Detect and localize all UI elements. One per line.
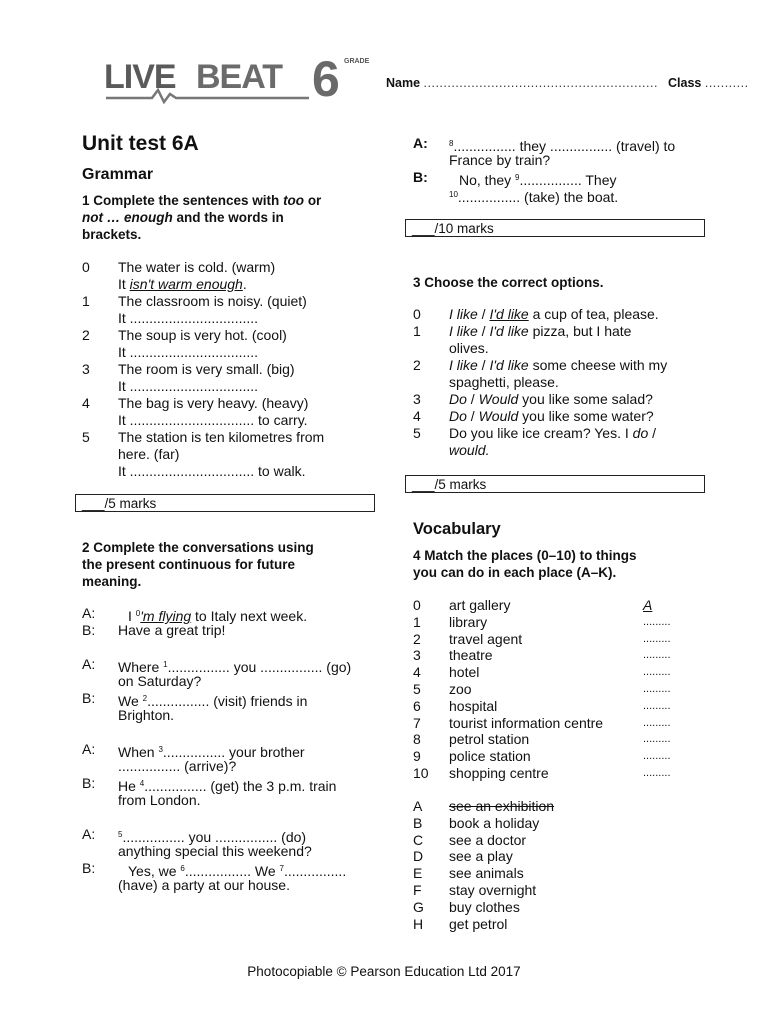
name-field[interactable] xyxy=(386,76,658,90)
activity-letter: E xyxy=(413,865,423,882)
place-row xyxy=(413,597,678,614)
answer-blank[interactable]: It ................................. xyxy=(118,378,259,394)
example-answer: It isn't warm enough. xyxy=(118,276,247,292)
activity-row xyxy=(413,798,678,815)
livebeat-logo xyxy=(104,52,374,108)
place-name: library xyxy=(449,613,488,630)
activity-letter: A xyxy=(413,798,423,814)
list-item: 0 The water is cold. (warm) It isn't warm enough. xyxy=(82,259,276,292)
ex4-instruction: 4 Match the places (0–10) to things you can do in each place (A–K). xyxy=(413,548,637,580)
ex4-places-list xyxy=(413,597,678,787)
place-number: 2 xyxy=(413,630,421,647)
place-number: 10 xyxy=(413,765,429,781)
place-answer[interactable]: ......... xyxy=(643,683,671,695)
activity-row xyxy=(413,865,678,882)
place-name: police station xyxy=(449,748,531,765)
activity-letter: F xyxy=(413,882,422,898)
answer-blank[interactable]: It ................................. xyxy=(118,310,259,326)
ex1-items xyxy=(82,259,372,480)
place-answer: A xyxy=(643,597,653,613)
activity-text: buy clothes xyxy=(449,898,520,915)
dialogue-line[interactable]: He $^4$................ (get) the 3 p.m. train xyxy=(118,778,337,794)
place-number: 7 xyxy=(413,714,421,731)
activity-letter: D xyxy=(413,848,424,865)
ex3-marks-box[interactable]: ___/5 marks xyxy=(405,475,705,493)
page-title: Unit test 6A xyxy=(82,132,199,155)
activity-text: see a doctor xyxy=(449,831,527,848)
ex1-marks-box[interactable]: ___/5 marks xyxy=(75,494,375,512)
logo-grade: GRADE xyxy=(344,58,370,65)
activity-row xyxy=(413,832,678,849)
ex3-items: 0 I like / I'd like a cup of tea, please. 1 I like / I'd like pizza, but I hate olives. 2 I like / I'd like some cheese with my spaghetti, please. 3 Do / Would you like some salad? 4 Do / Would you like some water? 5 Do you like ice cream? Yes. I do / would. xyxy=(413,306,668,458)
dialogue-line: I $^0$'m flying to Italy next week. xyxy=(128,608,308,624)
place-name: travel agent xyxy=(449,630,523,647)
activity-text: stay overnight xyxy=(449,882,537,898)
activity-text: get petrol xyxy=(449,915,508,932)
ex4-things-list xyxy=(413,798,678,938)
place-row xyxy=(413,647,678,664)
activity-letter: B xyxy=(413,814,423,831)
place-number: 9 xyxy=(413,748,421,765)
place-row xyxy=(413,765,678,782)
footer-copyright: Photocopiable © Pearson Education Ltd 2017 xyxy=(247,964,521,979)
place-name: tourist information centre xyxy=(449,714,604,731)
place-answer[interactable]: ......... xyxy=(643,632,671,645)
ex3-instruction: 3 Choose the correct options. xyxy=(413,275,604,290)
place-row xyxy=(413,631,678,648)
class-field[interactable] xyxy=(668,76,749,90)
place-name: hotel xyxy=(449,664,480,681)
ex2-dialogue-continued: A: $^8$................ they ................ (travel) to France by train? B: No, they $^9$................ They $^{10}$................ (take) the boat. xyxy=(413,135,676,205)
place-name: shopping centre xyxy=(449,765,549,781)
dialogue-line[interactable]: $^8$................ they ................ (travel) to xyxy=(449,138,676,154)
place-number: 4 xyxy=(413,664,421,681)
place-answer[interactable]: ......... xyxy=(643,649,671,662)
ex2-instruction: 2 Complete the conversations using the present continuous for future meaning. xyxy=(82,540,314,589)
vocabulary-heading: Vocabulary xyxy=(413,520,501,538)
place-answer[interactable]: ......... xyxy=(643,750,671,763)
activity-row xyxy=(413,815,678,832)
answer-blank[interactable]: It ................................ to carry. xyxy=(118,412,308,428)
place-row xyxy=(413,664,678,681)
activity-row xyxy=(413,848,678,865)
answer-blank[interactable]: It ................................. xyxy=(118,344,259,360)
ex1-instruction: 1 Complete the sentences with too or not … enough and the words in brackets. xyxy=(82,193,322,242)
place-number: 8 xyxy=(413,731,421,748)
place-row xyxy=(413,698,678,715)
place-answer[interactable]: ......... xyxy=(643,666,671,679)
activity-text: see a play xyxy=(449,848,513,865)
grammar-heading: Grammar xyxy=(82,166,154,183)
place-row xyxy=(413,681,678,698)
logo-beat: BEAT xyxy=(196,58,283,96)
place-name: hospital xyxy=(449,697,498,714)
list-item: 1 The classroom is noisy. (quiet) It ................................. xyxy=(82,293,307,326)
place-number: 3 xyxy=(413,647,421,664)
activity-letter: C xyxy=(413,831,424,848)
dialogue-line[interactable]: When $^3$................ your brother xyxy=(118,744,305,760)
answer-blank[interactable]: It ................................ to walk. xyxy=(118,463,306,479)
ex2-marks-box[interactable]: ___/10 marks xyxy=(405,219,705,237)
list-item: 5 The station is ten kilometres from here. (far) It ................................ to walk. xyxy=(82,429,325,479)
activity-text: see an exhibition xyxy=(449,798,555,814)
dialogue-line[interactable]: Yes, we $^6$................. We $^7$................ xyxy=(128,863,347,879)
list-item: 4 The bag is very heavy. (heavy) It ................................ to carry. xyxy=(82,395,309,428)
place-name: petrol station xyxy=(449,731,530,748)
place-name: theatre xyxy=(449,647,493,664)
class-dots: ........... xyxy=(704,76,749,90)
place-number: 0 xyxy=(413,597,421,613)
activity-row xyxy=(413,882,678,899)
place-name: zoo xyxy=(449,681,472,697)
logo-heartbeat-line-icon xyxy=(104,88,314,104)
place-number: 6 xyxy=(413,697,421,714)
class-label: Class xyxy=(668,76,702,90)
list-item: 3 The room is very small. (big) It ................................. xyxy=(82,361,295,394)
place-answer[interactable]: ......... xyxy=(643,699,671,712)
place-row xyxy=(413,614,678,631)
place-answer[interactable]: ......... xyxy=(643,733,671,746)
place-answer[interactable]: ......... xyxy=(643,767,671,779)
name-label: Name xyxy=(386,76,421,90)
place-row xyxy=(413,731,678,748)
activity-letter: H xyxy=(413,915,424,932)
activity-text: see animals xyxy=(449,865,524,882)
dialogue-line[interactable]: Where $^1$................ you ................ (go) xyxy=(118,659,352,675)
place-answer[interactable]: ......... xyxy=(643,716,671,729)
dialogue-line[interactable]: No, they $^9$................ They xyxy=(459,172,617,188)
activity-letter: G xyxy=(413,898,424,915)
activity-text: book a holiday xyxy=(449,814,540,831)
logo-live: LIVE xyxy=(104,58,176,96)
name-dots: ........................................................... xyxy=(423,76,658,90)
place-answer[interactable]: ......... xyxy=(643,615,671,628)
dialogue-line[interactable]: We $^2$................ (visit) friends in xyxy=(118,693,308,709)
dialogue-line[interactable]: $^{10}$................ (take) the boat. xyxy=(449,189,619,205)
place-row xyxy=(413,748,678,765)
place-row xyxy=(413,715,678,732)
place-number: 5 xyxy=(413,681,421,697)
dialogue-line[interactable]: $^5$................ you ................ (do) xyxy=(118,829,307,845)
place-number: 1 xyxy=(413,613,421,630)
logo-number: 6 xyxy=(312,51,340,107)
activity-row xyxy=(413,916,678,933)
place-name: art gallery xyxy=(449,597,511,613)
list-item: 2 The soup is very hot. (cool) It ................................. xyxy=(82,327,287,360)
activity-row xyxy=(413,899,678,916)
